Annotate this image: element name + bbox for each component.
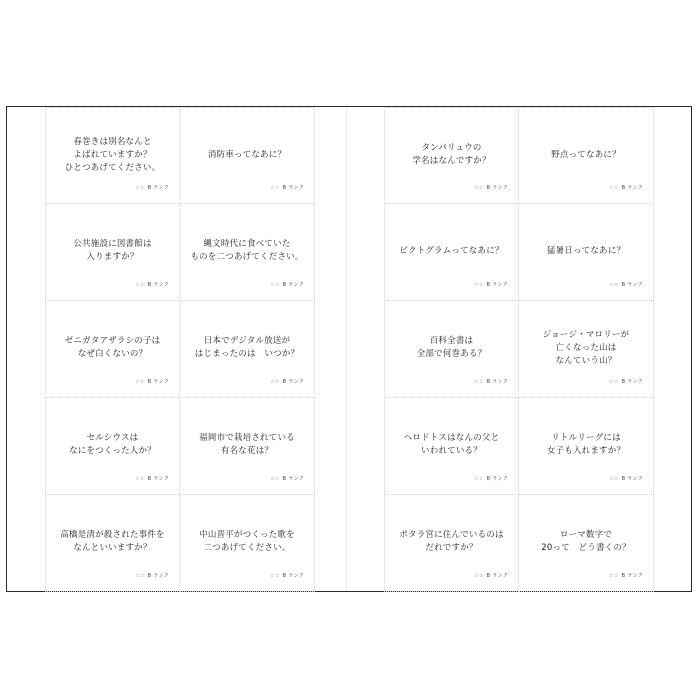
- question-text: 日本でデジタル放送が はじまったのは いつか？: [194, 336, 300, 359]
- star-icon: ☆☆: [474, 379, 484, 385]
- quiz-card[interactable]: [384, 495, 519, 592]
- rank-text: B ランク: [147, 476, 169, 482]
- rank-label: [609, 281, 643, 288]
- question-text: タンパリュウの 学名はなんですか？: [412, 143, 491, 166]
- question-text: 消防車ってなあに？: [207, 150, 287, 160]
- question-text: ピクトグラムってなあに？: [399, 246, 504, 256]
- rank-text: B ランク: [486, 573, 508, 579]
- quiz-card[interactable]: [180, 107, 315, 204]
- quiz-card[interactable]: [180, 398, 315, 495]
- quiz-card[interactable]: [384, 398, 519, 495]
- rank-label: [270, 572, 304, 579]
- quiz-card[interactable]: [45, 495, 180, 592]
- quiz-card[interactable]: [519, 398, 654, 495]
- rank-label: [135, 184, 169, 191]
- star-icon: ☆☆: [135, 476, 145, 482]
- rank-text: B ランク: [486, 185, 508, 191]
- quiz-card[interactable]: [384, 301, 519, 398]
- quiz-card[interactable]: [519, 301, 654, 398]
- rank-label: [135, 475, 169, 482]
- rank-label: [609, 378, 643, 385]
- rank-label: [135, 572, 169, 579]
- star-icon: ☆☆: [474, 282, 484, 288]
- quiz-card[interactable]: [45, 301, 180, 398]
- rank-text: B ランク: [486, 476, 508, 482]
- rank-text: B ランク: [621, 282, 643, 288]
- question-text: 高橋是清が殺された事件を なんといいますか？: [60, 530, 165, 553]
- book-spine: [346, 107, 347, 591]
- rank-label: [474, 475, 508, 482]
- question-text: ポタラ宮に住んでいるのは だれですか？: [399, 530, 504, 553]
- rank-label: [609, 475, 643, 482]
- quiz-card[interactable]: [180, 495, 315, 592]
- question-text: 福岡市で栽培されている 有名な花は？: [199, 433, 295, 456]
- quiz-card[interactable]: [519, 495, 654, 592]
- star-icon: ☆☆: [609, 573, 619, 579]
- quiz-card[interactable]: [384, 107, 519, 204]
- rank-label: [474, 281, 508, 288]
- rank-text: B ランク: [147, 379, 169, 385]
- rank-text: B ランク: [282, 379, 304, 385]
- star-icon: ☆☆: [609, 282, 619, 288]
- question-text: ヘロドトスはなんの父と いわれている？: [403, 433, 500, 456]
- star-icon: ☆☆: [270, 282, 280, 288]
- rank-label: [474, 184, 508, 191]
- question-text: セルシウスは なにをつくった人か？: [69, 433, 156, 456]
- rank-label: [270, 475, 304, 482]
- left-page: [45, 107, 315, 591]
- rank-label: [270, 184, 304, 191]
- rank-label: [609, 572, 643, 579]
- quiz-card[interactable]: [45, 204, 180, 301]
- rank-text: B ランク: [282, 573, 304, 579]
- rank-label: [135, 378, 169, 385]
- star-icon: ☆☆: [270, 476, 280, 482]
- quiz-card[interactable]: [180, 301, 315, 398]
- star-icon: ☆☆: [474, 573, 484, 579]
- question-text: 縄文時代に食べていた ものを二つあげてください。: [190, 239, 304, 262]
- star-icon: ☆☆: [135, 573, 145, 579]
- star-icon: ☆☆: [609, 379, 619, 385]
- quiz-card[interactable]: [45, 398, 180, 495]
- rank-text: B ランク: [282, 282, 304, 288]
- rank-text: B ランク: [621, 476, 643, 482]
- rank-text: B ランク: [621, 379, 643, 385]
- star-icon: ☆☆: [474, 185, 484, 191]
- card-grid-left: [45, 107, 315, 593]
- question-text: ローマ数字で 20って どう書くの？: [541, 530, 631, 553]
- rank-label: [270, 281, 304, 288]
- question-text: 猛暑日ってなあに？: [546, 246, 626, 256]
- rank-label: [474, 572, 508, 579]
- quiz-card[interactable]: [519, 107, 654, 204]
- quiz-card[interactable]: [519, 204, 654, 301]
- rank-label: [270, 378, 304, 385]
- question-text: リトルリーグには 女子も入れますか？: [546, 433, 626, 456]
- rank-text: B ランク: [147, 573, 169, 579]
- right-page: [384, 107, 654, 591]
- star-icon: ☆☆: [270, 379, 280, 385]
- rank-text: B ランク: [621, 185, 643, 191]
- question-text: 中山晋平がつくった歌を 二つあげてください。: [199, 530, 295, 553]
- star-icon: ☆☆: [135, 379, 145, 385]
- question-text: 野点ってなあに？: [551, 150, 621, 160]
- star-icon: ☆☆: [270, 573, 280, 579]
- question-text: 春巻きは別名なんと よばれていますか？ ひとつあげてください。: [64, 137, 161, 173]
- card-grid-right: [384, 107, 654, 593]
- quiz-card[interactable]: [384, 204, 519, 301]
- book-spread: [6, 106, 692, 592]
- rank-text: B ランク: [147, 185, 169, 191]
- question-text: ゼニガタアザラシの子は なぜ白くないの？: [64, 336, 161, 359]
- star-icon: ☆☆: [474, 476, 484, 482]
- rank-label: [135, 281, 169, 288]
- rank-text: B ランク: [486, 379, 508, 385]
- question-text: 百科全書は 全部で何巻ある？: [416, 336, 487, 359]
- rank-text: B ランク: [282, 185, 304, 191]
- rank-label: [609, 184, 643, 191]
- quiz-card[interactable]: [180, 204, 315, 301]
- star-icon: ☆☆: [270, 185, 280, 191]
- rank-text: B ランク: [282, 476, 304, 482]
- star-icon: ☆☆: [135, 282, 145, 288]
- star-icon: ☆☆: [609, 185, 619, 191]
- quiz-card[interactable]: [45, 107, 180, 204]
- rank-text: B ランク: [486, 282, 508, 288]
- question-text: 公共施設に図書館は 入りますか？: [73, 239, 152, 262]
- rank-text: B ランク: [147, 282, 169, 288]
- star-icon: ☆☆: [609, 476, 619, 482]
- rank-text: B ランク: [621, 573, 643, 579]
- question-text: ジョージ・マロリーが 亡くなった山は なんていう山？: [542, 330, 630, 366]
- rank-label: [474, 378, 508, 385]
- star-icon: ☆☆: [135, 185, 145, 191]
